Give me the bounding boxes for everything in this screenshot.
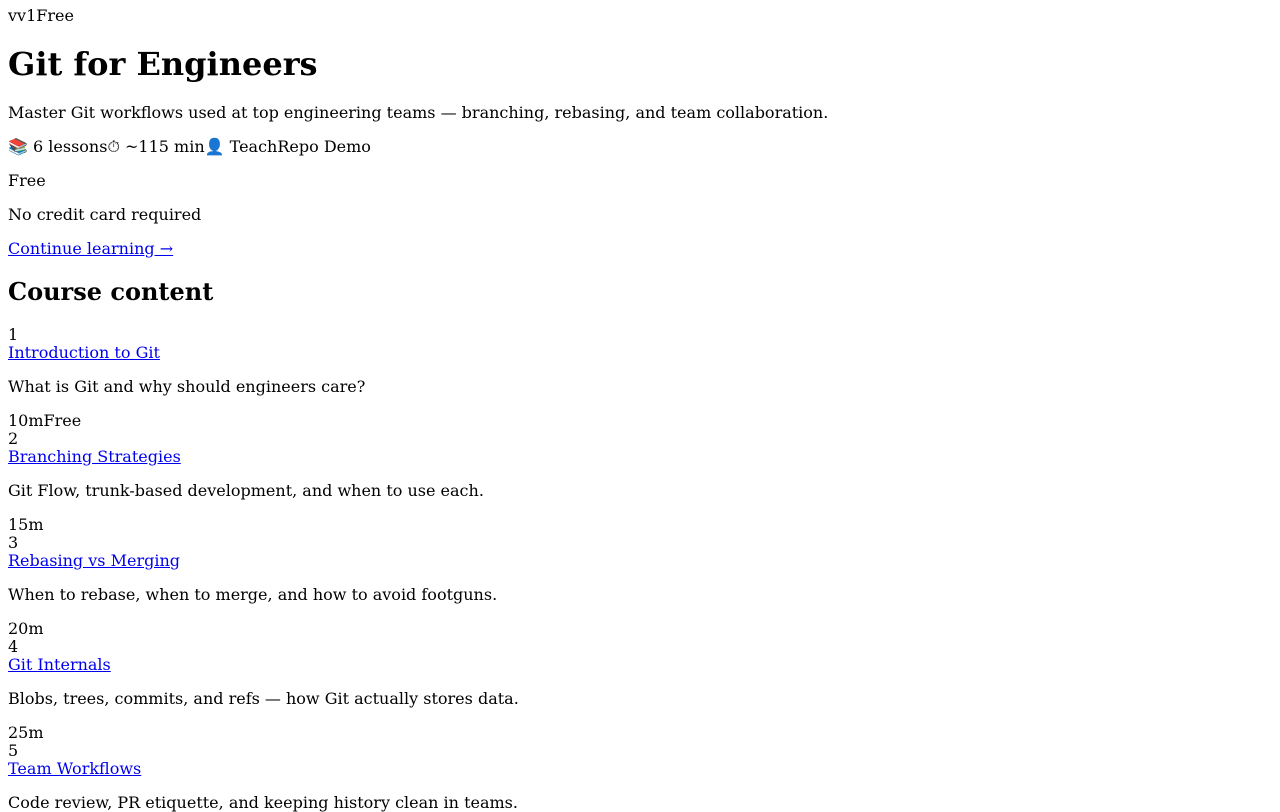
course-summary: Master Git workflows used at top engineering teams — branching, rebasing, and team collaboration. [8,103,829,122]
lesson-duration: 25m [8,723,44,742]
lesson-title-link[interactable]: Branching Strategies [8,447,181,466]
price-label: Free [8,171,46,190]
lesson-number: 4 [8,637,19,656]
lesson-description: Code review, PR etiquette, and keeping history clean in teams. [8,793,518,812]
lesson-number: 2 [8,429,19,448]
duration-estimate: ⏱ ~115 min [107,137,205,156]
course-content-heading: Course content [8,277,214,306]
author-name: 👤 TeachRepo Demo [204,137,371,156]
lesson-number: 1 [8,325,19,344]
lesson-item [8,326,1272,430]
lesson-item [8,534,1272,638]
price-note: No credit card required [8,205,202,224]
lesson-footer [8,412,1272,430]
lesson-duration: 10m [8,411,44,430]
course-title: Git for Engineers [8,45,318,83]
lesson-title-link[interactable]: Team Workflows [8,759,142,778]
cta-row [8,240,1272,258]
lesson-duration: 20m [8,619,44,638]
lesson-description: Blobs, trees, commits, and refs — how Git actually stores data. [8,689,519,708]
lesson-item [8,638,1272,742]
lesson-list [8,326,1272,812]
lesson-title-link[interactable]: Git Internals [8,655,111,674]
lesson-footer [8,620,1272,638]
lesson-description: When to rebase, when to merge, and how to avoid footguns. [8,585,498,604]
lesson-footer [8,724,1272,742]
lesson-number: 5 [8,741,19,760]
lesson-description: Git Flow, trunk-based development, and when to use each. [8,481,484,500]
version-label: v1 [17,6,37,25]
lesson-item [8,430,1272,534]
lesson-item [8,742,1272,812]
course-meta [8,138,1272,156]
lesson-title-link[interactable]: Introduction to Git [8,343,160,362]
lesson-duration: 15m [8,515,44,534]
lesson-free-badge: Free [43,411,82,430]
continue-learning-link[interactable]: Continue learning → [8,239,174,258]
lesson-description: What is Git and why should engineers care? [8,377,366,396]
tier-badge: Free [36,6,74,25]
lesson-title-link[interactable]: Rebasing vs Merging [8,551,180,570]
lesson-number: 3 [8,533,19,552]
lesson-footer [8,516,1272,534]
version-prefix: v [8,6,18,25]
lesson-count: 📚 6 lessons [8,137,108,156]
version-line [8,7,1272,25]
